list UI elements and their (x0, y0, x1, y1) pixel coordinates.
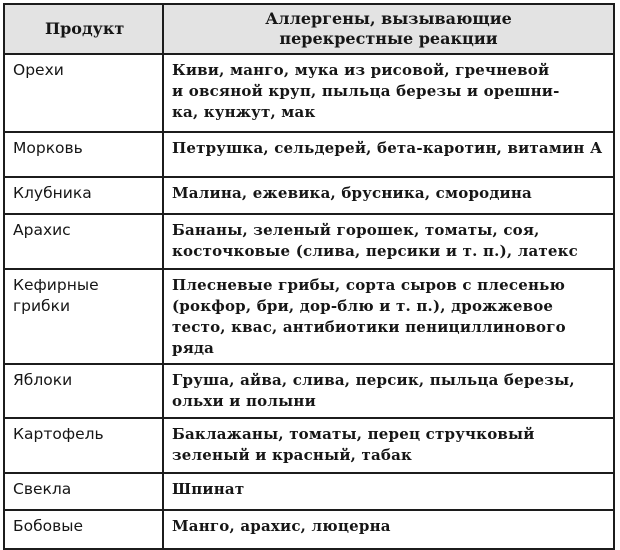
allergens-cell: Петрушка, сельдерей, бета-каротин, витамин А (163, 132, 614, 177)
allergens-cell: Плесневые грибы, сорта сыров с плесенью (рокфор, бри, дор-блю и т. п.), дрожжевое тесто, квас, антибиотики пенициллинового ряда (163, 269, 614, 364)
table-row (4, 132, 614, 177)
table-header-row (4, 4, 614, 54)
product-cell: Орехи (4, 54, 163, 132)
table-row (4, 364, 614, 418)
header-allergens: Аллергены, вызывающие перекрестные реакции (163, 4, 614, 54)
table-row (4, 510, 614, 549)
product-cell: Арахис (4, 214, 163, 269)
allergens-cell: Шпинат (163, 473, 614, 510)
product-cell: Яблоки (4, 364, 163, 418)
allergens-cell: Малина, ежевика, брусника, смородина (163, 177, 614, 214)
allergen-table-frame (3, 3, 613, 537)
allergens-cell: Баклажаны, томаты, перец стручковый зеленый и красный, табак (163, 418, 614, 473)
header-product: Продукт (4, 4, 163, 54)
allergen-table (3, 3, 615, 550)
table-row (4, 269, 614, 364)
product-cell: Бобовые (4, 510, 163, 549)
product-cell: Свекла (4, 473, 163, 510)
allergens-cell: Бананы, зеленый горошек, томаты, соя, косточковые (слива, персики и т. п.), латекс (163, 214, 614, 269)
table-row (4, 54, 614, 132)
table-row (4, 473, 614, 510)
product-cell: Морковь (4, 132, 163, 177)
allergens-cell: Груша, айва, слива, персик, пыльца березы, ольхи и полыни (163, 364, 614, 418)
table-row (4, 214, 614, 269)
product-cell: Клубника (4, 177, 163, 214)
table-row (4, 177, 614, 214)
product-cell: Кефирные грибки (4, 269, 163, 364)
allergens-cell: Киви, манго, мука из рисовой, гречневой и овсяной круп, пыльца березы и орешни- ка, кунжут, мак (163, 54, 614, 132)
table-row (4, 418, 614, 473)
allergens-cell: Манго, арахис, люцерна (163, 510, 614, 549)
product-cell: Картофель (4, 418, 163, 473)
